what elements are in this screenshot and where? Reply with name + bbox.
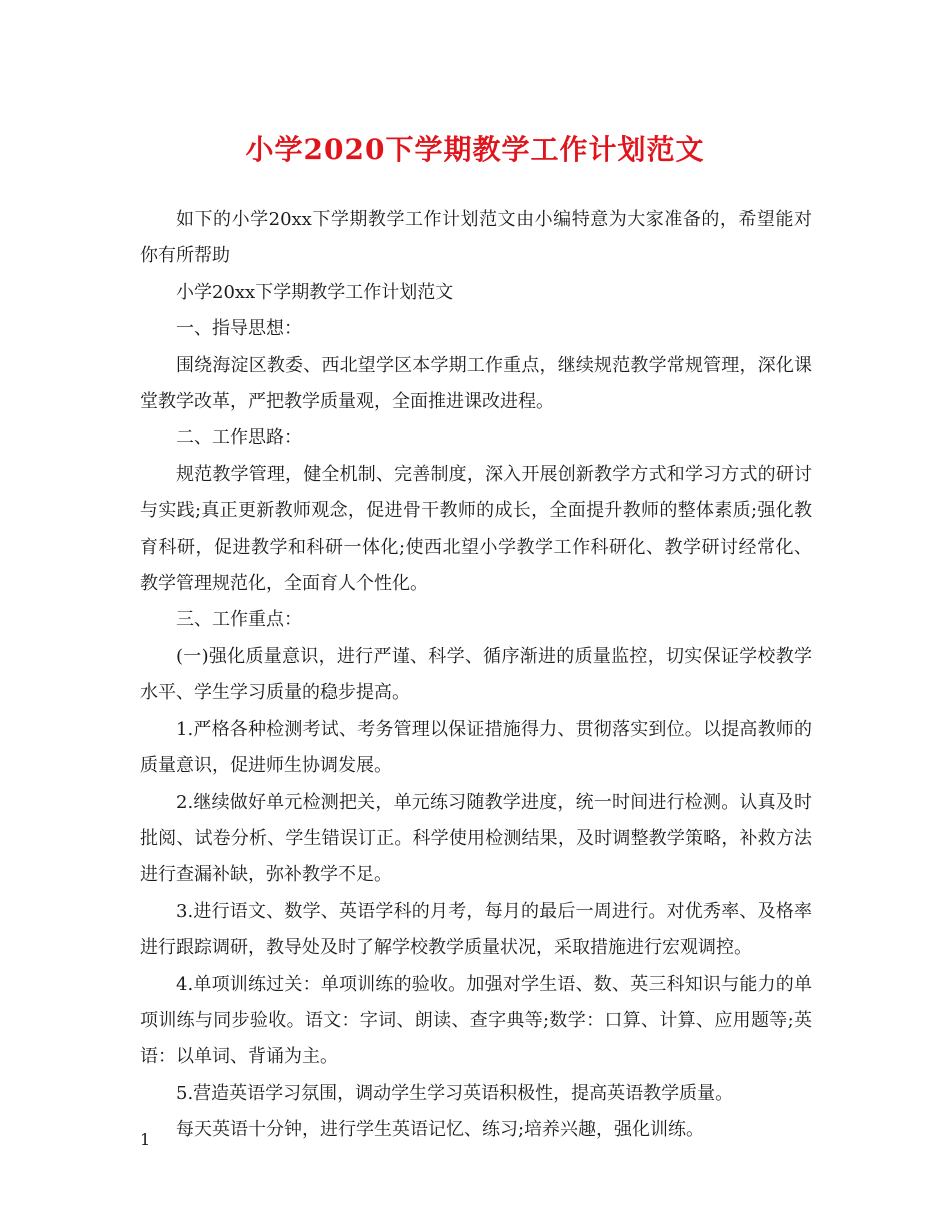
- document-body: [140, 202, 812, 1149]
- section-heading-guiding-thought: 一、指导思想：: [176, 318, 302, 340]
- intro-paragraph: 如下的小学20xx下学期教学工作计划范文由小编特意为大家准备的，希望能对你有所帮助: [140, 209, 812, 267]
- section-heading-work-approach: 二、工作思路：: [176, 427, 302, 449]
- paragraph-work-approach: 规范教学管理，健全机制、完善制度，深入开展创新教学方式和学习方式的研讨与实践;真正更新教师观念，促进骨干教师的成长，全面提升教师的整体素质;强化教育科研，促进教学和科研一体化;使西北望小学教学工作科研化、教学研讨经常化、教学管理规范化，全面育人个性化。: [140, 463, 812, 595]
- list-item-2: 2.继续做好单元检测把关，单元练习随教学进度，统一时间进行检测。认真及时批阅、试卷分析、学生错误订正。科学使用检测结果，及时调整教学策略，补救方法进行查漏补缺，弥补教学不足。: [140, 791, 812, 886]
- list-item-4: 4.单项训练过关：单项训练的验收。加强对学生语、数、英三科知识与能力的单项训练与同步验收。语文：字词、朗读、查字典等;数学：口算、计算、应用题等;英语：以单词、背诵为主。: [140, 973, 812, 1068]
- document-title: 小学2020下学期教学工作计划范文: [245, 133, 705, 166]
- subtitle-paragraph: 小学20xx下学期教学工作计划范文: [176, 281, 454, 303]
- paragraph-daily-english: 每天英语十分钟，进行学生英语记忆、练习;培养兴趣，强化训练。: [176, 1119, 705, 1141]
- paragraph-quality-awareness: (一)强化质量意识，进行严谨、科学、循序渐进的质量监控，切实保证学校教学水平、学生学习质量的稳步提高。: [140, 645, 812, 704]
- list-item-3: 3.进行语文、数学、英语学科的月考，每月的最后一周进行。对优秀率、及格率进行跟踪调研，教导处及时了解学校教学质量状况，采取措施进行宏观调控。: [140, 900, 812, 959]
- list-item-1: 1.严格各种检测考试、考务管理以保证措施得力、贯彻落实到位。以提高教师的质量意识，促进师生协调发展。: [140, 718, 812, 777]
- section-heading-work-focus: 三、工作重点：: [176, 609, 302, 631]
- page-number: 1: [140, 1130, 151, 1149]
- list-item-5: 5.营造英语学习氛围，调动学生学习英语积极性，提高英语教学质量。: [176, 1082, 734, 1104]
- paragraph-guiding-thought: 围绕海淀区教委、西北望学区本学期工作重点，继续规范教学常规管理，深化课堂教学改革，严把教学质量观，全面推进课改进程。: [140, 354, 812, 413]
